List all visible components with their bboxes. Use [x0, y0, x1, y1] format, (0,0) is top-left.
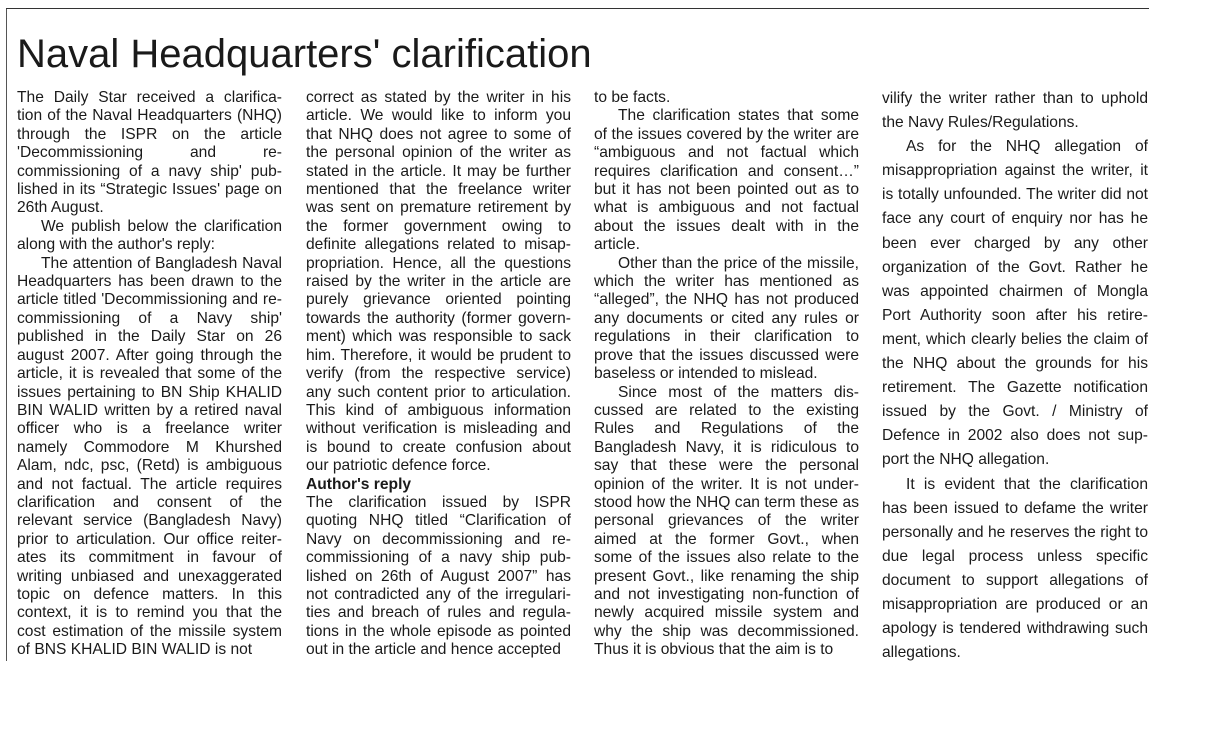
- paragraph: We publish below the clarification along with the author's reply:: [17, 217, 282, 254]
- paragraph: to be facts.: [594, 89, 671, 106]
- left-rule: [6, 9, 7, 661]
- paragraph: The clarification states that some of the issues covered by the writer are “ambiguous and not factual which requires clarification and consent…” but it has not been pointed out as to what is ambiguous and not factual about the issues dealt with in the article.: [594, 107, 859, 254]
- subheading-authors-reply: Author's reply: [306, 475, 412, 493]
- paragraph: Other than the price of the missile, which the writer has mentioned as “alleged”, the NHQ has not produced any documents or cited any rules or regulations in their clarification to prove that the issues discussed were baseless or intended to mislead.: [594, 254, 859, 383]
- paragraph: It is evident that the clarification has been issued to defame the writer personally and he reserves the right to due legal process unless specific document to support allegations of misappropriation are produced or an apology is tendered withdrawing such allegations.: [882, 475, 1148, 662]
- article-column-3: [594, 89, 859, 660]
- paragraph: vilify the writer rather than to uphold the Navy Rules/Regulations.: [882, 90, 1148, 132]
- paragraph: The attention of Bangladesh Naval Headquarters has been drawn to the article titled 'Decommissioning and re-commissioning of a Navy ship' published in the Daily Star on 26 august 2007. After going through the article, it is revealed that some of the issues pertaining to BN Ship KHALID BIN WALID written by a retired naval officer who is a freelance writer namely Commodore M Khurshed Alam, ndc, psc, (Retd) is ambiguous and not factual. The article requires clarification and consent of the relevant service (Bangladesh Navy) prior to articulation. Our office reiter- ates its commitment in favour of writing unbiased and unexaggerated topic on defence matters. In this context, it is to remind you that the cost estimation of the missile system of BNS KHALID BIN WALID is not: [17, 254, 282, 659]
- article-column-4: [882, 87, 1148, 665]
- paragraph: correct as stated by the writer in his article. We would like to inform you that NHQ does not agree to some of the personal opinion of the writer as stated in the article. It may be further mentioned that the freelance writer was sent on premature retirement by the former government owing to definite allegations related to misap- propriation. Hence, all the questions raised by the writer in the article are purely grievance oriented pointing towards the authority (former govern- ment) which was responsible to sack him. Therefore, it would be prudent to verify (from the respective service) any such content prior to articulation. This kind of ambiguous information without verification is misleading and is bound to create confusion about our patriotic defence force.: [306, 89, 571, 475]
- paragraph: The clarification issued by ISPR quoting NHQ titled “Clarification of Navy on decommissioning and re- commissioning of a navy ship pub- lished on 26th of August 2007” has not contradicted any of the irregulari- ties and breach of rules and regula- tions in the whole episode as pointed out in the article and hence accepted: [306, 493, 571, 659]
- paragraph: Since most of the matters dis- cussed are related to the existing Rules and Regulations of the Bangladesh Navy, it is ridiculous to say that these were the personal opinion of the writer. It is not under- stood how the NHQ can term these as personal grievances of the writer aimed at the former Govt., when some of the issues also relate to the present Govt., like renaming the ship and not investigating non-function of newly acquired missile system and why the ship was decommissioned. Thus it is obvious that the aim is to: [594, 383, 859, 659]
- paragraph: As for the NHQ allegation of misappropriation against the writer, it is totally unfounded. The writer did not face any court of enquiry nor has he been ever charged by any other organization of the Govt. Rather he was appointed chairmen of Mongla Port Authority soon after his retire- ment, which clearly belies the claim of the NHQ about the grounds for his retirement. The Gazette notification issued by the Govt. / Ministry of Defence in 2002 also does not sup- port the NHQ allegation.: [882, 138, 1148, 469]
- article-column-2: [306, 89, 571, 660]
- headline: Naval Headquarters' clarification: [17, 32, 592, 76]
- paragraph: The Daily Star received a clarifica- tion of the Naval Headquarters (NHQ) through the ISPR on the article 'Decommissioning and re- commissioning of a navy ship' pub- lished in its “Strategic Issues' page on 26th August.: [17, 89, 282, 217]
- top-rule: [6, 8, 1149, 9]
- article-column-1: [17, 89, 282, 660]
